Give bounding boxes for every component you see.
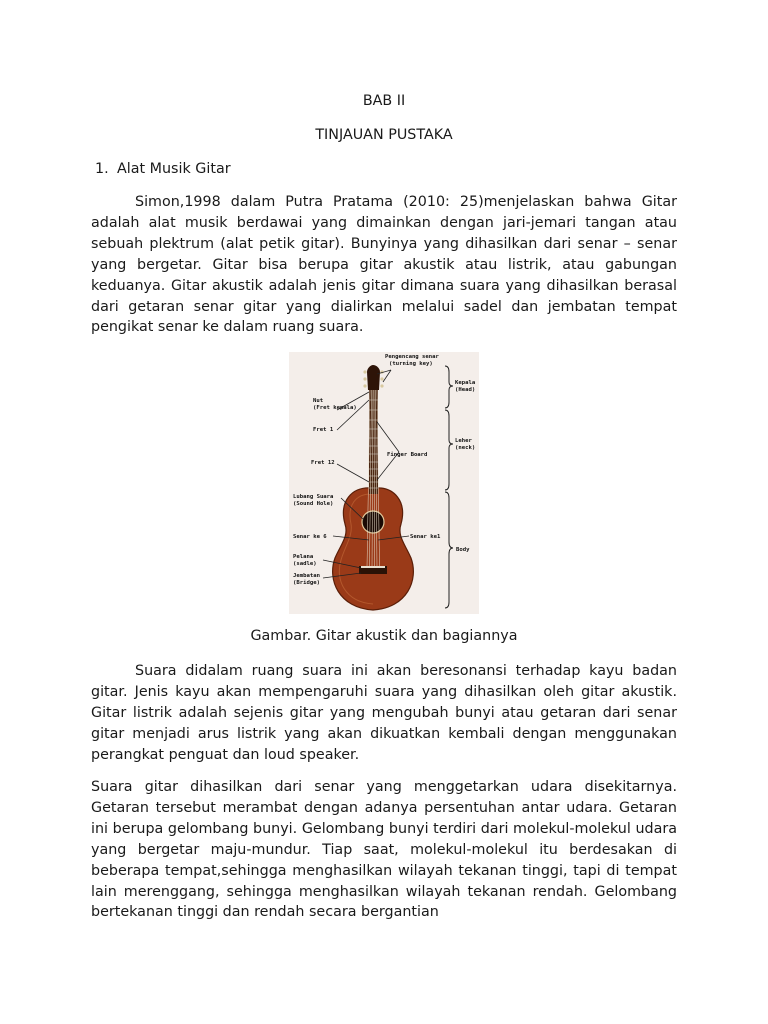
sound-hole bbox=[362, 511, 384, 533]
label-saddle-sub: (sadle) bbox=[293, 561, 317, 567]
label-head: Kepala bbox=[455, 380, 476, 386]
section-heading bbox=[95, 161, 231, 177]
guitar-diagram bbox=[289, 352, 479, 614]
label-sound-hole-sub: (Sound Hole) bbox=[293, 501, 334, 507]
label-body: Body bbox=[456, 547, 470, 553]
section-title: Alat Musik Gitar bbox=[117, 161, 231, 177]
paragraph-sound-waves: Suara gitar dihasilkan dari senar yang menggetarkan udara disekitarnya. Getaran tersebut merambat dengan adanya persentuhan antar udara. Getaran ini berupa gelombang bunyi. Gelombang bunyi terdiri dari molekul-molekul udara yang bergetar maju-mundur. Tiap saat, molekul-molekul itu berdesakan di beberapa tempat,sehingga menghasilkan wilayah tekanan tinggi, tapi di tempat lain merenggang, sehingga menghasilkan wilayah tekanan rendah. Gelombang bertekanan tinggi dan rendah secara bergantian bbox=[91, 779, 677, 921]
chapter-title: TINJAUAN PUSTAKA bbox=[315, 127, 453, 143]
label-nut: Nut bbox=[313, 398, 324, 404]
figure-caption: Gambar. Gitar akustik dan bagiannya bbox=[250, 628, 518, 644]
label-fret-1: Fret 1 bbox=[313, 427, 334, 433]
label-finger-board: Finger Board bbox=[387, 452, 428, 458]
label-neck-sub: (neck) bbox=[455, 445, 476, 451]
label-bridge-sub: (Bridge) bbox=[293, 580, 320, 586]
label-saddle: Pelana bbox=[293, 554, 314, 560]
label-bridge: Jembatan bbox=[293, 573, 320, 579]
guitar-saddle bbox=[361, 566, 385, 568]
chapter-heading: BAB II bbox=[362, 93, 406, 109]
label-neck: Leher bbox=[455, 438, 472, 444]
label-nut-sub: (Fret kepala) bbox=[313, 405, 357, 411]
label-tuning-key: Pengencang senar bbox=[385, 354, 439, 360]
paragraph-resonance: Suara didalam ruang suara ini akan beresonansi terhadap kayu badan gitar. Jenis kayu akan mempengaruhi suara yang dihasilkan oleh gitar akustik. Gitar listrik adalah sejenis gitar yang mengubah bunyi atau getaran dari senar gitar menjadi arus listrik yang akan dikuatkan kembali dengan menggunakan perangkat penguat dan loud speaker. bbox=[91, 663, 677, 763]
label-string-6: Senar ke 6 bbox=[293, 534, 327, 540]
section-number: 1. bbox=[95, 161, 109, 177]
label-fret-12: Fret 12 bbox=[311, 460, 335, 466]
guitar-headstock bbox=[367, 365, 380, 390]
label-string-1: Senar ke1 bbox=[410, 534, 441, 540]
label-head-sub: (Head) bbox=[455, 387, 476, 393]
label-tuning-key-sub: (turning key) bbox=[389, 361, 433, 367]
guitar-figure bbox=[289, 352, 479, 614]
paragraph-intro: Simon,1998 dalam Putra Pratama (2010: 25)menjelaskan bahwa Gitar adalah alat musik berdawai yang dimainkan dengan jari-jemari tangan atau sebuah plektrum (alat petik gitar). Bunyinya yang dihasilkan dari senar – senar yang bergetar. Gitar bisa berupa gitar akustik atau listrik, atau gabungan keduanya. Gitar akustik adalah jenis gitar dimana suara yang dihasilkan berasal dari getaran senar gitar yang dialirkan melalui sadel dan jembatan tempat pengikat senar ke dalam ruang suara. bbox=[91, 194, 677, 336]
label-sound-hole: Lubang Suara bbox=[293, 494, 334, 500]
